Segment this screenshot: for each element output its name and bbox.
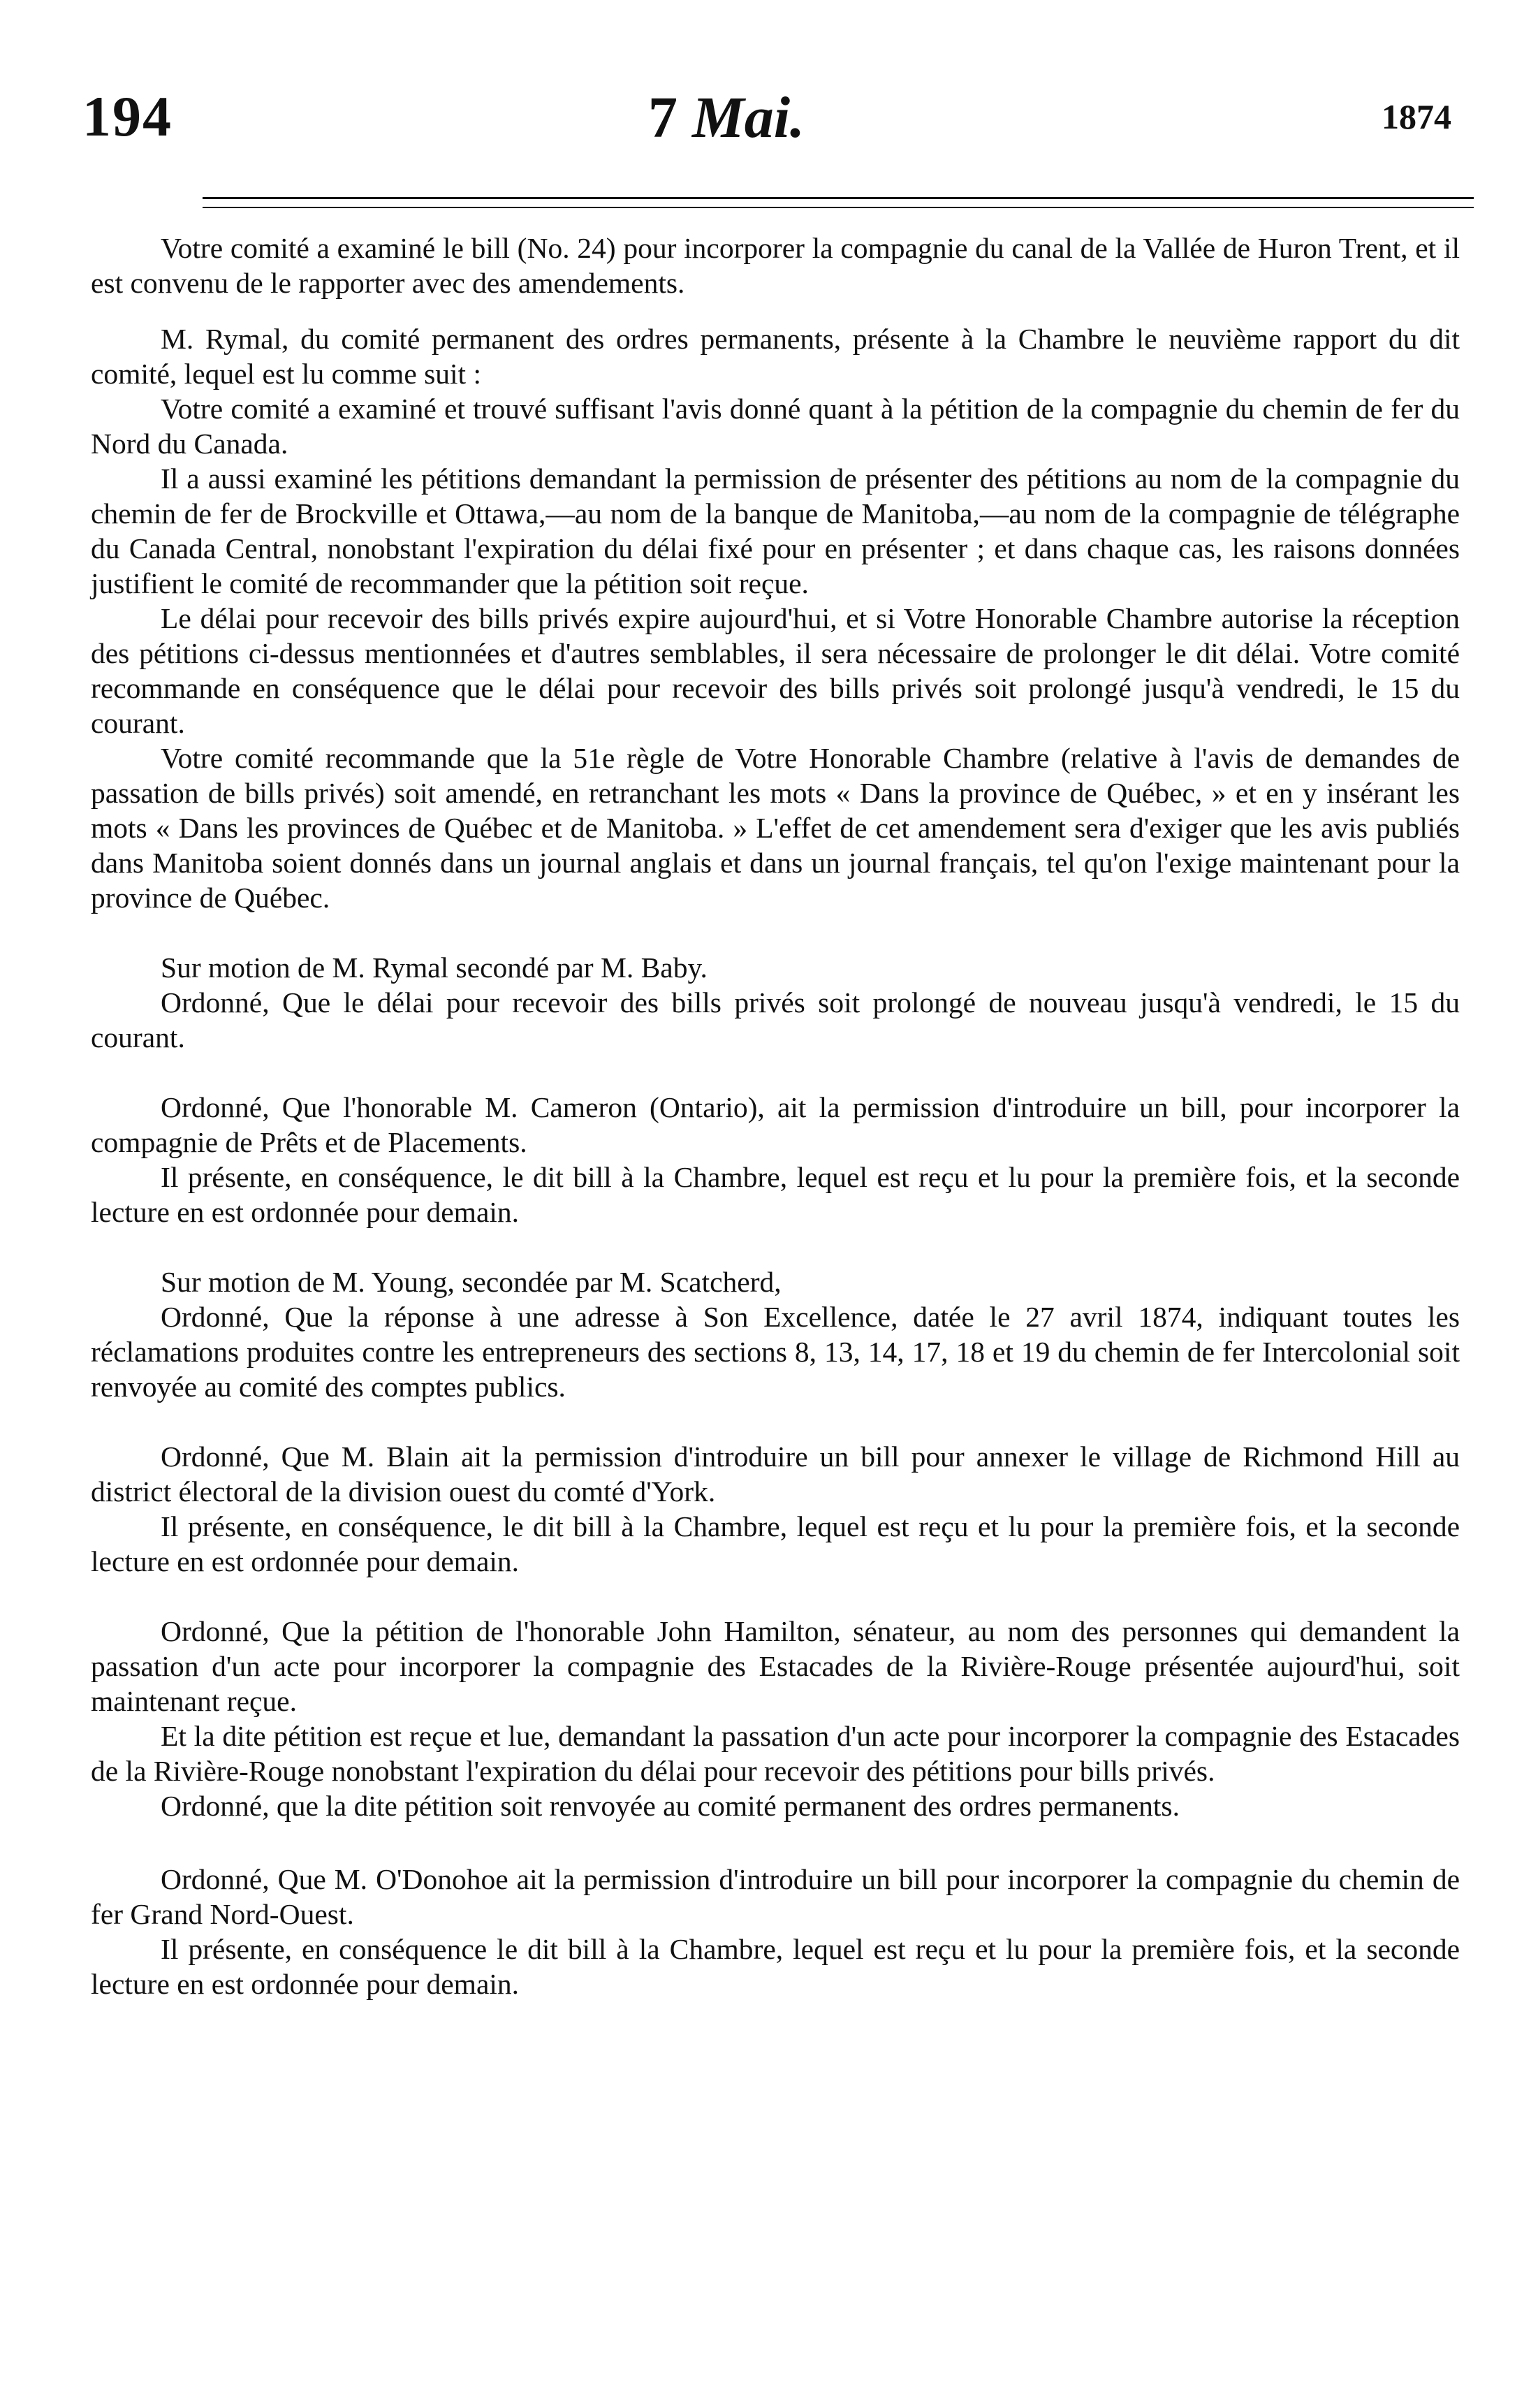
date-day: 7 xyxy=(648,85,678,150)
date-month: Mai. xyxy=(692,85,805,150)
page-header xyxy=(82,84,1451,161)
paragraph-motion-young: Sur motion de M. Young, secondée par M. Scatcherd, xyxy=(161,1266,782,1298)
paragraph-cameron-bill-read: Il présente, en conséquence, le dit bill à la Chambre, lequel est reçu et lu pour la première fois, et la seconde lecture en est ordonnée pour demain. xyxy=(91,1161,1460,1228)
paragraph-order-delay-extended: Ordonné, Que le délai pour recevoir des bills privés soit prolongé de nouveau jusqu'à vendredi, le 15 du courant. xyxy=(91,986,1460,1053)
paragraph-petition-referred: Ordonné, que la dite pétition soit renvoyée au comité permanent des ordres permanents. xyxy=(161,1790,1180,1822)
header-rule-top xyxy=(203,197,1474,199)
paragraph-rule-51-amendment: Votre comité recommande que la 51e règle de Votre Honorable Chambre (relative à l'avis de demandes de passation de bills privés) soit amendé, en retranchant les mots « Dans la province de Québec, » et en y insérant les mots « Dans les provinces de Québec et de Manitoba. » L'effet de cet amendement sera d'exiger que les avis publiés dans Manitoba soient donnés dans un journal anglais et dans un journal français, tel qu'on l'exige maintenant pour la province de Québec. xyxy=(91,742,1460,914)
paragraph-order-hamilton-petition: Ordonné, Que la pétition de l'honorable John Hamilton, sénateur, au nom des personnes qui demandent la passation d'un acte pour incorporer la compagnie des Estacades de la Rivière-Rouge présentée aujourd'hui, soit maintenant reçue. xyxy=(91,1615,1460,1717)
paragraph-notice-sufficient: Votre comité a examiné et trouvé suffisant l'avis donné quant à la pétition de la compagnie du chemin de fer du Nord du Canada. xyxy=(91,393,1460,460)
header-date xyxy=(648,84,805,152)
header-rule-bottom xyxy=(203,207,1474,208)
paragraph-motion-rymal: Sur motion de M. Rymal secondé par M. Baby. xyxy=(161,951,708,984)
paragraph-odonohoe-bill-read: Il présente, en conséquence le dit bill à la Chambre, lequel est reçu et lu pour la première fois, et la seconde lecture en est ordonnée pour demain. xyxy=(91,1933,1460,2000)
paragraph-committee-report: Votre comité a examiné le bill (No. 24) pour incorporer la compagnie du canal de la Vallée de Huron Trent, et il est convenu de le rapporter avec des amendements. xyxy=(91,232,1460,299)
paragraph-order-intercolonial: Ordonné, Que la réponse à une adresse à Son Excellence, datée le 27 avril 1874, indiquant toutes les réclamations produites contre les entrepreneurs des sections 8, 13, 14, 17, 18 et 19 du chemin de fer Intercolonial soit renvoyée au comité des comptes publics. xyxy=(91,1301,1460,1403)
header-year: 1874 xyxy=(1382,97,1451,136)
paragraph-petition-received: Et la dite pétition est reçue et lue, demandant la passation d'un acte pour incorporer la compagnie des Estacades de la Rivière-Rouge nonobstant l'expiration du délai pour recevoir des pétitions pour bills privés. xyxy=(91,1720,1460,1787)
paragraph-delay-expires: Le délai pour recevoir des bills privés expire aujourd'hui, et si Votre Honorable Chambre autorise la réception des pétitions ci-dessus mentionnées et d'autres semblables, il sera nécessaire de prolonger le dit délai. Votre comité recommande en conséquence que le délai pour recevoir des bills privés soit prolongé jusqu'à vendredi, le 15 du courant. xyxy=(91,602,1460,739)
paragraph-order-odonohoe: Ordonné, Que M. O'Donohoe ait la permission d'introduire un bill pour incorporer la compagnie du chemin de fer Grand Nord-Ouest. xyxy=(91,1863,1460,1930)
body-text xyxy=(91,231,1460,2001)
paragraph-petitions-examined: Il a aussi examiné les pétitions demandant la permission de présenter des pétitions au nom de la compagnie du chemin de fer de Brockville et Ottawa,—au nom de la banque de Manitoba,—au nom de la compagnie de télégraphe du Canada Central, nonobstant l'expiration du délai fixé pour en présenter ; et dans chaque cas, les raisons données justifient le comité de recommander que la pétition soit reçue. xyxy=(91,462,1460,599)
paragraph-order-blain: Ordonné, Que M. Blain ait la permission d'introduire un bill pour annexer le village de Richmond Hill au district électoral de la division ouest du comté d'York. xyxy=(91,1440,1460,1508)
paragraph-blain-bill-read: Il présente, en conséquence, le dit bill à la Chambre, lequel est reçu et lu pour la première fois, et la seconde lecture en est ordonnée pour demain. xyxy=(91,1510,1460,1577)
page-number: 194 xyxy=(82,85,173,148)
paragraph-rymal-report: M. Rymal, du comité permanent des ordres permanents, présente à la Chambre le neuvième rapport du dit comité, lequel est lu comme suit : xyxy=(91,323,1460,390)
paragraph-order-cameron: Ordonné, Que l'honorable M. Cameron (Ontario), ait la permission d'introduire un bill, pour incorporer la compagnie de Prêts et de Placements. xyxy=(91,1091,1460,1158)
